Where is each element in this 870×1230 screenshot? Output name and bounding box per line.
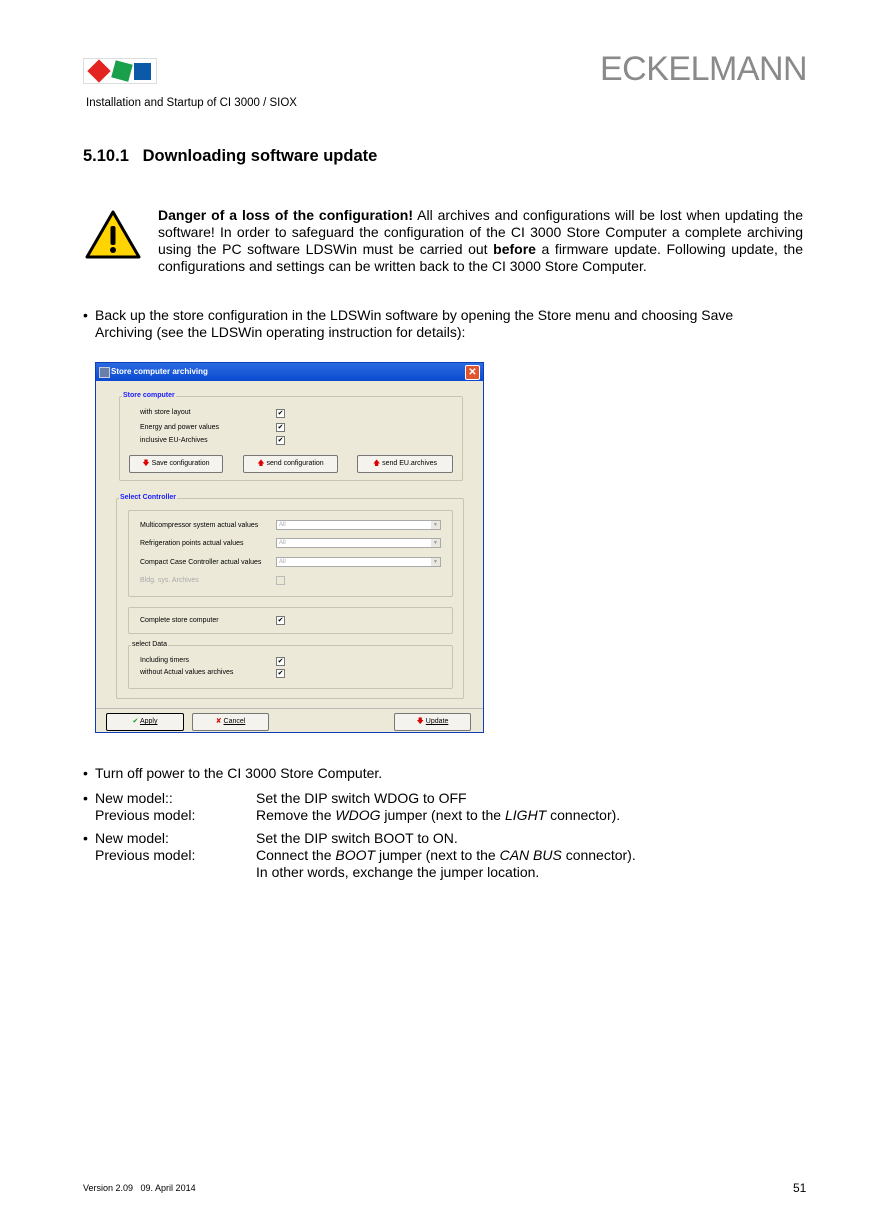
- dialog-titlebar: [96, 363, 483, 381]
- apply-button[interactable]: ✔ Apply: [106, 713, 184, 731]
- arrow-up-icon: 🡅: [257, 460, 265, 467]
- group-legend: select Data: [132, 641, 168, 648]
- group-legend: Store computer: [123, 392, 175, 399]
- cancel-button[interactable]: ✘ Cancel: [192, 713, 269, 731]
- chevron-down-icon: ▼: [431, 521, 440, 529]
- company-logo: [83, 58, 157, 84]
- eu-archives-checkbox[interactable]: ✔: [277, 437, 284, 444]
- complete-store-computer-checkbox[interactable]: ✔: [277, 617, 284, 624]
- energy-values-checkbox[interactable]: ✔: [277, 424, 284, 431]
- send-eu-archives-button[interactable]: 🡅 send EU.archives: [357, 455, 453, 473]
- x-icon: ✘: [215, 718, 222, 725]
- row-label: Compact Case Controller actual values: [140, 559, 262, 566]
- warning-triangle-icon: [85, 210, 141, 260]
- including-timers-checkbox[interactable]: ✔: [277, 658, 284, 665]
- row-label: Complete store computer: [140, 617, 219, 624]
- row-label: with store layout: [140, 409, 191, 416]
- check-icon: ✔: [132, 718, 139, 725]
- row-label-disabled: Bldg. sys. Archives: [140, 577, 199, 584]
- document-subtitle: Installation and Startup of CI 3000 / SIOX: [86, 97, 297, 109]
- footer-divider: [96, 708, 483, 709]
- with-store-layout-checkbox[interactable]: ✔: [277, 410, 284, 417]
- bullet-boot: • New model: Previous model: Set the DIP switch BOOT to ON. Connect the BOOT jumper (next to the CAN BUS connector). In other words, exchange the jumper location.: [83, 830, 636, 880]
- chevron-down-icon: ▼: [431, 539, 440, 547]
- arrow-down-icon: 🡇: [416, 718, 424, 725]
- update-button[interactable]: 🡇 Update: [394, 713, 471, 731]
- close-button[interactable]: ✕: [465, 365, 480, 380]
- app-icon: [99, 367, 110, 378]
- controller-inner-group: [128, 510, 453, 597]
- arrow-down-icon: 🡇: [142, 460, 150, 467]
- without-actual-values-checkbox[interactable]: ✔: [277, 670, 284, 677]
- bullet-wdog: • New model:: Previous model: Set the DIP switch WDOG to OFF Remove the WDOG jumper (next to the LIGHT connector).: [83, 790, 621, 823]
- brand-name: ECKELMANN: [600, 50, 808, 88]
- store-archiving-dialog: [95, 362, 484, 733]
- chevron-down-icon: ▼: [431, 558, 440, 566]
- section-heading: 5.10.1 Downloading software update: [83, 147, 378, 165]
- page-number: 51: [793, 1181, 807, 1195]
- row-label: inclusive EU-Archives: [140, 437, 208, 444]
- store-computer-group: [119, 392, 463, 481]
- row-label: Refrigeration points actual values: [140, 540, 244, 547]
- row-label: Multicompressor system actual values: [140, 522, 259, 529]
- multicompressor-select[interactable]: All ▼: [276, 520, 441, 530]
- row-label: Including timers: [140, 657, 190, 664]
- save-configuration-button[interactable]: 🡇 Save configuration: [129, 455, 223, 473]
- warning-text: Danger of a loss of the configuration! All archives and configurations will be lost when updating the software! In order to safeguard the configuration of the CI 3000 Store Computer a complete archiving using the PC software LDSWin must be carried out before a firmware update. Following update, the configurations and settings can be written back to the CI 3000 Store Computer.: [158, 207, 803, 274]
- case-controller-select[interactable]: All ▼: [276, 557, 441, 567]
- select-controller-group: [116, 494, 464, 699]
- group-legend: Select Controller: [120, 494, 177, 501]
- row-label: without Actual values archives: [140, 669, 234, 676]
- bullet-power-off: • Turn off power to the CI 3000 Store Computer.: [83, 765, 383, 781]
- bullet-backup: • Back up the store configuration in the LDSWin software by opening the Store menu and choosing Save Archiving (see the LDSWin operating instruction for details):: [83, 307, 734, 340]
- row-label: Energy and power values: [140, 424, 219, 431]
- arrow-up-icon: 🡅: [372, 460, 381, 467]
- dialog-title: Store computer archiving: [111, 367, 208, 376]
- refrigeration-points-select[interactable]: All ▼: [276, 538, 441, 548]
- version-footer: Version 2.09 09. April 2014: [83, 1183, 196, 1193]
- bldg-archives-checkbox[interactable]: [276, 576, 285, 585]
- complete-group: [128, 607, 453, 634]
- select-data-group: [128, 641, 453, 689]
- send-configuration-button[interactable]: 🡅 send configuration: [243, 455, 338, 473]
